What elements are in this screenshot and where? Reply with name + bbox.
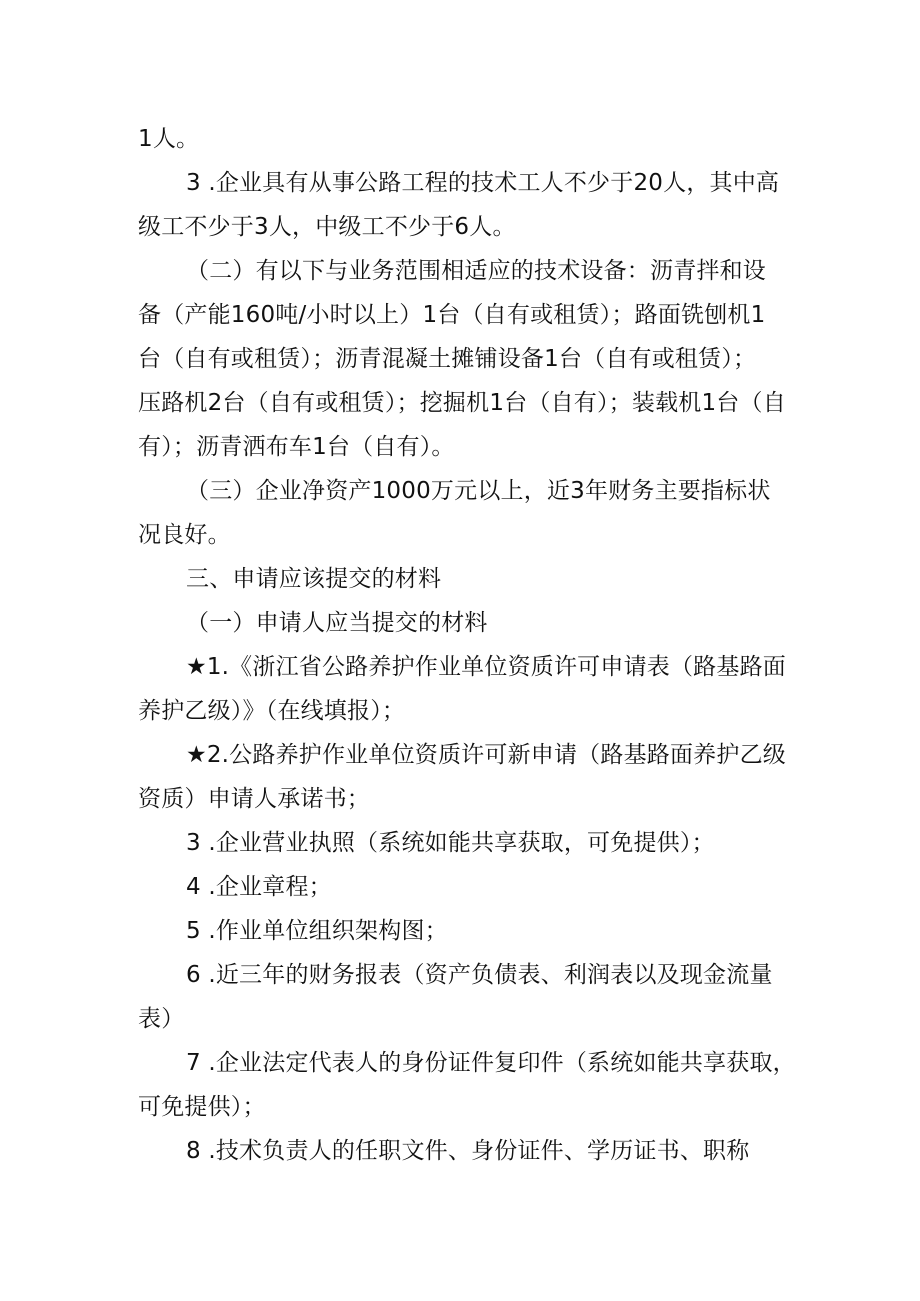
list-item: ★1.《浙江省公路养护作业单位资质许可申请表（路基路面 [186, 654, 786, 680]
list-item: 3 .企业营业执照（系统如能共享获取，可免提供）； [186, 830, 715, 856]
text-line: 1人。 [138, 126, 200, 152]
subsection-heading: （一）申请人应当提交的材料 [186, 610, 488, 636]
list-item: 7 .企业法定代表人的身份证件复印件（系统如能共享获取， [186, 1050, 796, 1076]
text-line: 级工不少于3人，中级工不少于6人。 [138, 214, 516, 240]
text-line: 3 .企业具有从事公路工程的技术工人不少于20人，其中高 [186, 170, 780, 196]
text-line: 可免提供）； [138, 1094, 266, 1120]
list-item: 4 .企业章程； [186, 874, 332, 900]
text-line: 表） [138, 1006, 185, 1032]
text-line: 有）；沥青洒布车1台（自有）。 [138, 434, 455, 460]
text-line: （三）企业净资产1000万元以上，近3年财务主要指标状 [186, 478, 771, 504]
text-line: 养护乙级）》（在线填报）； [138, 698, 406, 724]
text-line: 资质）申请人承诺书； [138, 786, 370, 812]
list-item: 8 .技术负责人的任职文件、身份证件、学历证书、职称 [186, 1138, 750, 1164]
text-line: 况良好。 [138, 522, 231, 548]
text-line: 压路机2台（自有或租赁）；挖掘机1台（自有）；装载机1台（自 [138, 390, 786, 416]
text-line: 台（自有或租赁）；沥青混凝土摊铺设备1台（自有或租赁）； [138, 346, 757, 372]
list-item: ★2.公路养护作业单位资质许可新申请（路基路面养护乙级 [186, 742, 786, 768]
list-item: 5 .作业单位组织架构图； [186, 918, 448, 944]
section-heading: 三、申请应该提交的材料 [186, 566, 442, 592]
text-line: 备（产能160吨/小时以上）1台（自有或租赁）；路面铣刨机1 [138, 302, 766, 328]
list-item: 6 .近三年的财务报表（资产负债表、利润表以及现金流量 [186, 962, 773, 988]
text-line: （二）有以下与业务范围相适应的技术设备：沥青拌和设 [186, 258, 766, 284]
